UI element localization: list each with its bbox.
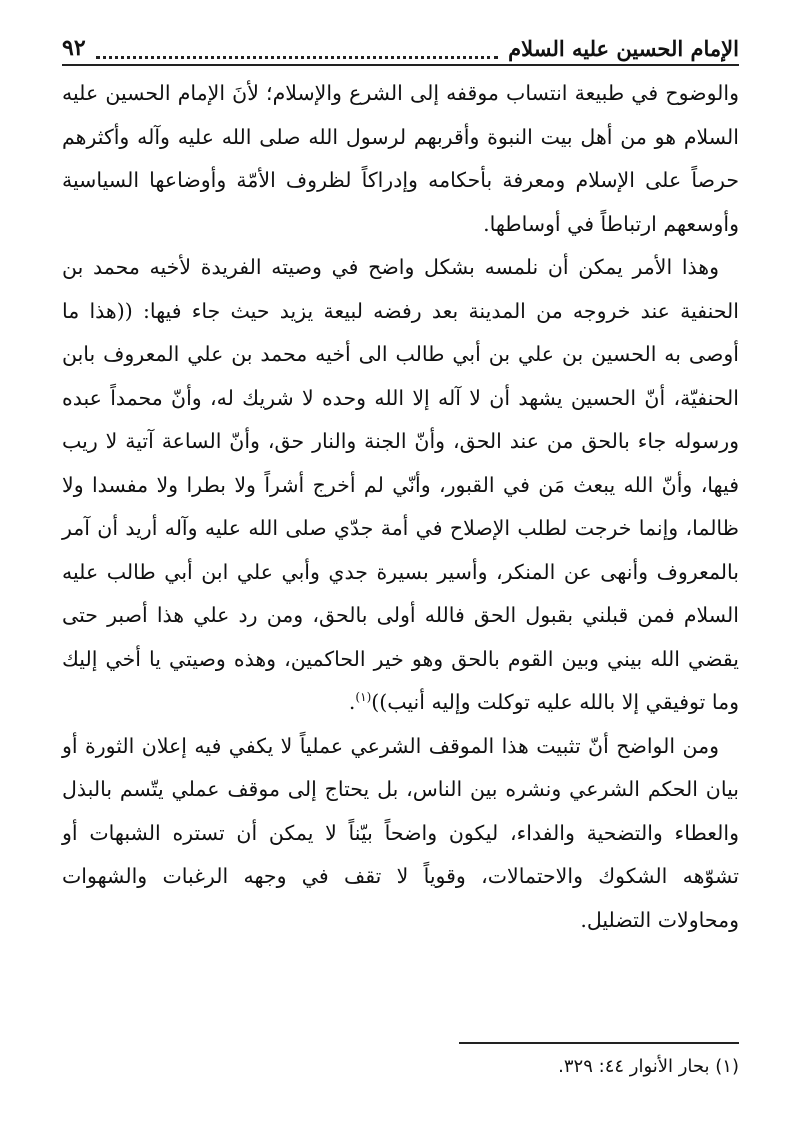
footnote-reference: (١): [355, 690, 372, 705]
running-header: [62, 30, 739, 66]
page-number: ٩٢: [62, 35, 86, 61]
header-dot-leader: [96, 38, 499, 59]
footnote-divider: [459, 1042, 739, 1044]
footnote: (١) بحار الأنوار ٤٤: ٣٢٩.: [558, 1056, 739, 1077]
paragraph-3: ومن الواضح أنّ تثبيت هذا الموقف الشرعي عملياً لا يكفي فيه إعلان الثورة أو بيان الحكم الشرعي ونشره بين الناس، بل يحتاج إلى موقف عملي يتّسم بالبذل والعطاء والتضحية والفداء، ليكون واضحاً بيّناً لا يمكن أن تستره الشبهات أو تشوّهه الشكوك والاحتمالات، وقوياً لا تقف في وجهه الرغبات والشهوات ومحاولات التضليل.: [62, 733, 739, 932]
header-divider: [62, 64, 739, 66]
header-title: الإمام الحسين عليه السلام: [508, 35, 739, 61]
paragraph-2-text: وهذا الأمر يمكن أن نلمسه بشكل واضح في وصيته الفريدة لأخيه محمد بن الحنفية عند خروجه من المدينة بعد رفضه لبيعة يزيد حيث جاء فيها: ((هذا ما أوصى به الحسين بن علي بن أبي طالب الى أخيه محمد بن علي المعروف بابن الحنفيّة، أنّ الحسين يشهد أن لا آله إلا الله وحده لا شريك له، وأنّ محمداً عبده ورسوله جاء بالحق من عند الحق، وأنّ الجنة والنار حق، وأنّ الساعة آتية لا ريب فيها، وأنّ الله يبعث مَن في القبور، وأنّي لم أخرج أشراً ولا بطرا ولا مفسدا ولا ظالما، وإنما خرجت لطلب الإصلاح في أمة جدّي صلى الله عليه وآله أريد أن آمر بالمعروف وأنهى عن المنكر، وأسير بسيرة جدي وأبي علي ابن أبي طالب عليه السلام فمن قبلني بقبول الحق فالله أولى بالحق، ومن رد علي هذا أصبر حتى يقضي الله بيني وبين القوم بالحق وهو خير الحاكمين، وهذه وصيتي يا أخي إليك وما توفيقي إلا بالله عليه توكلت وإليه أنيب)): [62, 255, 739, 714]
paragraph-2: وهذا الأمر يمكن أن نلمسه بشكل واضح في وصيته الفريدة لأخيه محمد بن الحنفية عند خروجه من المدينة بعد رفضه لبيعة يزيد حيث جاء فيها: ((هذا ما أوصى به الحسين بن علي بن أبي طالب الى أخيه محمد بن علي المعروف بابن الحنفيّة، أنّ الحسين يشهد أن لا آله إلا الله وحده لا شريك له، وأنّ محمداً عبده ورسوله جاء بالحق من عند الحق، وأنّ الجنة والنار حق، وأنّ الساعة آتية لا ريب فيها، وأنّ الله يبعث مَن في القبور، وأنّي لم أخرج أشراً ولا بطرا ولا مفسدا ولا ظالما، وإنما خرجت لطلب الإصلاح في أمة جدّي صلى الله عليه وآله أريد أن آمر بالمعروف وأنهى عن المنكر، وأسير بسيرة جدي وأبي علي ابن أبي طالب عليه السلام فمن قبلني بقبول الحق فالله أولى بالحق، ومن رد علي هذا أصبر حتى يقضي الله بيني وبين القوم بالحق وهو خير الحاكمين، وهذه وصيتي يا أخي إليك وما توفيقي إلا بالله عليه توكلت وإليه أنيب))$^{(١)}$.: [62, 255, 739, 714]
main-text: [62, 72, 739, 942]
paragraph-1: والوضوح في طبيعة انتساب موقفه إلى الشرع والإسلام؛ لأنَ الإمام الحسين عليه السلام هو من أهل بيت النبوة وأقربهم لرسول الله صلى الله عليه وآله وأكثرهم حرصاً على الإسلام ومعرفة بأحكامه وإدراكاً لظروف الأمّة وأوضاعها السياسية وأوسعهم ارتباطاً في أوساطها.: [62, 81, 739, 236]
